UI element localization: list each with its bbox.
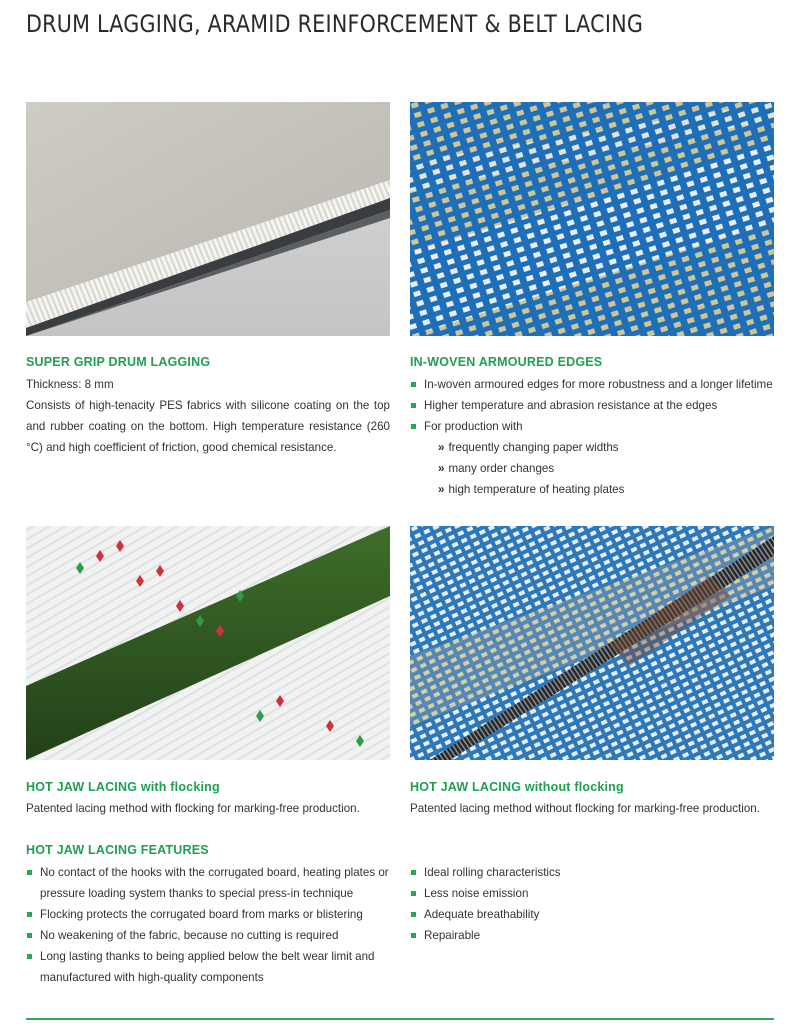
drum-lagging-photo: [26, 102, 390, 336]
sub-list-label: many order changes: [448, 462, 555, 475]
sub-list-label: high temperature of heating plates: [448, 483, 625, 496]
footer-divider: [26, 1018, 774, 1020]
list-item: Repairable: [410, 925, 774, 946]
features-left-list: [26, 862, 394, 988]
lacing-without-flocking-photo: [410, 526, 774, 760]
list-item: Higher temperature and abrasion resistance at the edges: [410, 395, 780, 416]
raquo-marker: »: [438, 483, 445, 496]
lacing-with-flocking-photo: [26, 526, 390, 760]
drum-lagging-text: [26, 374, 390, 458]
list-item: Less noise emission: [410, 883, 774, 904]
heading-main: HOT JAW LACING: [26, 780, 138, 794]
list-item: No contact of the hooks with the corrugated board, heating plates or pressure loading system thanks to special press-in technique: [26, 862, 394, 904]
armoured-edges-photo: [410, 102, 774, 336]
thickness-text: Thickness: 8 mm: [26, 378, 114, 391]
page-title: DRUM LAGGING, ARAMID REINFORCEMENT & BELT LACING: [26, 10, 644, 38]
armoured-edges-heading: IN-WOVEN ARMOURED EDGES: [410, 355, 603, 369]
drum-lagging-heading: SUPER GRIP DRUM LAGGING: [26, 355, 211, 369]
list-item: Adequate breathability: [410, 904, 774, 925]
features-heading: HOT JAW LACING FEATURES: [26, 843, 209, 857]
heading-suffix: without flocking: [524, 780, 624, 794]
features-right-list: [410, 862, 774, 946]
without-flocking-description: Patented lacing method without flocking for marking-free production.: [410, 802, 760, 815]
armoured-edges-list: [410, 374, 780, 500]
sub-list-item: [438, 479, 780, 500]
heading-suffix: with flocking: [140, 780, 220, 794]
list-item: In-woven armoured edges for more robustness and a longer lifetime: [410, 374, 780, 395]
sub-list-item: [438, 458, 780, 479]
with-flocking-description: Patented lacing method with flocking for marking-free production.: [26, 802, 360, 815]
list-item: No weakening of the fabric, because no cutting is required: [26, 925, 394, 946]
list-item: [410, 416, 780, 500]
raquo-marker: »: [438, 441, 445, 454]
heading-main: HOT JAW LACING: [410, 780, 522, 794]
raquo-marker: »: [438, 462, 445, 475]
without-flocking-heading: [410, 780, 624, 794]
drum-lagging-description: Consists of high-tenacity PES fabrics with silicone coating on the top and rubber coating on the bottom. High temperature resistance (260 °C) and high coefficient of friction, good chemical resistance.: [26, 399, 390, 454]
list-item: Flocking protects the corrugated board from marks or blistering: [26, 904, 394, 925]
sub-list-label: frequently changing paper widths: [448, 441, 619, 454]
list-item-label: For production with: [424, 420, 523, 433]
with-flocking-heading: [26, 780, 220, 794]
list-item: Long lasting thanks to being applied below the belt wear limit and manufactured with high-quality components: [26, 946, 394, 988]
list-item: Ideal rolling characteristics: [410, 862, 774, 883]
sub-list-item: [438, 437, 780, 458]
